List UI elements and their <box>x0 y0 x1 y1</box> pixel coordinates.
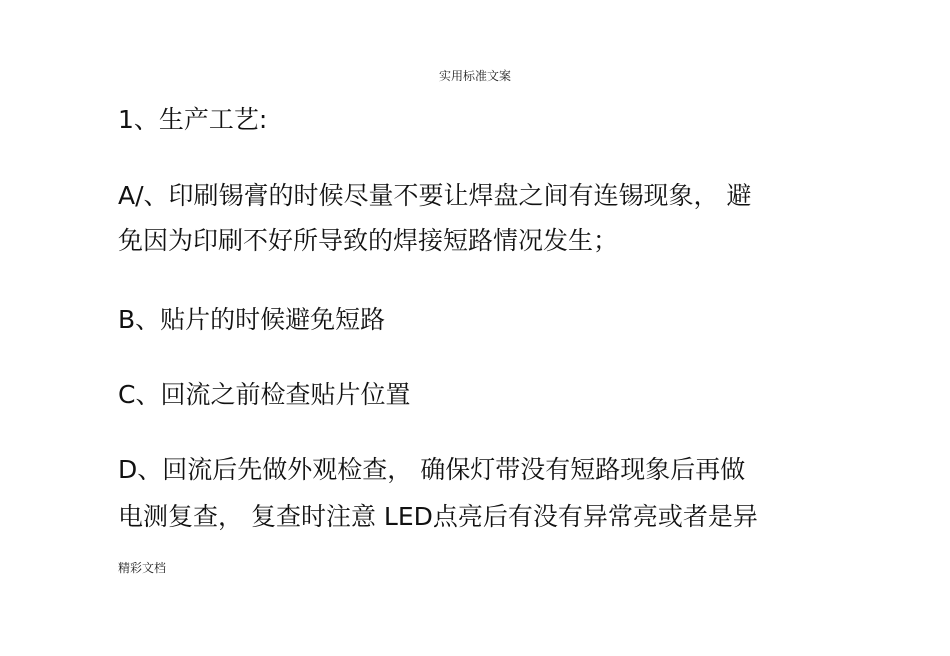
page-footer: 精彩文档 <box>118 561 167 575</box>
item-b-line-1: B、贴片的时候避免短路 <box>118 305 386 334</box>
item-d-line-1: D、回流后先做外观检查， 确保灯带没有短路现象后再做 <box>118 455 746 484</box>
item-d-line-2: 电测复查， 复查时注意 LED点亮后有没有异常亮或者是异 <box>118 502 758 531</box>
section-title: 1、生产工艺: <box>118 105 268 134</box>
item-a-line-2: 免因为印刷不好所导致的焊接短路情况发生； <box>118 226 619 255</box>
item-c-line-1: C、回流之前检查贴片位置 <box>118 380 411 409</box>
page-header: 实用标准文案 <box>438 69 511 83</box>
item-a-line-1: A/、印刷锡膏的时候尽量不要让焊盘之间有连锡现象， 避 <box>118 181 752 210</box>
